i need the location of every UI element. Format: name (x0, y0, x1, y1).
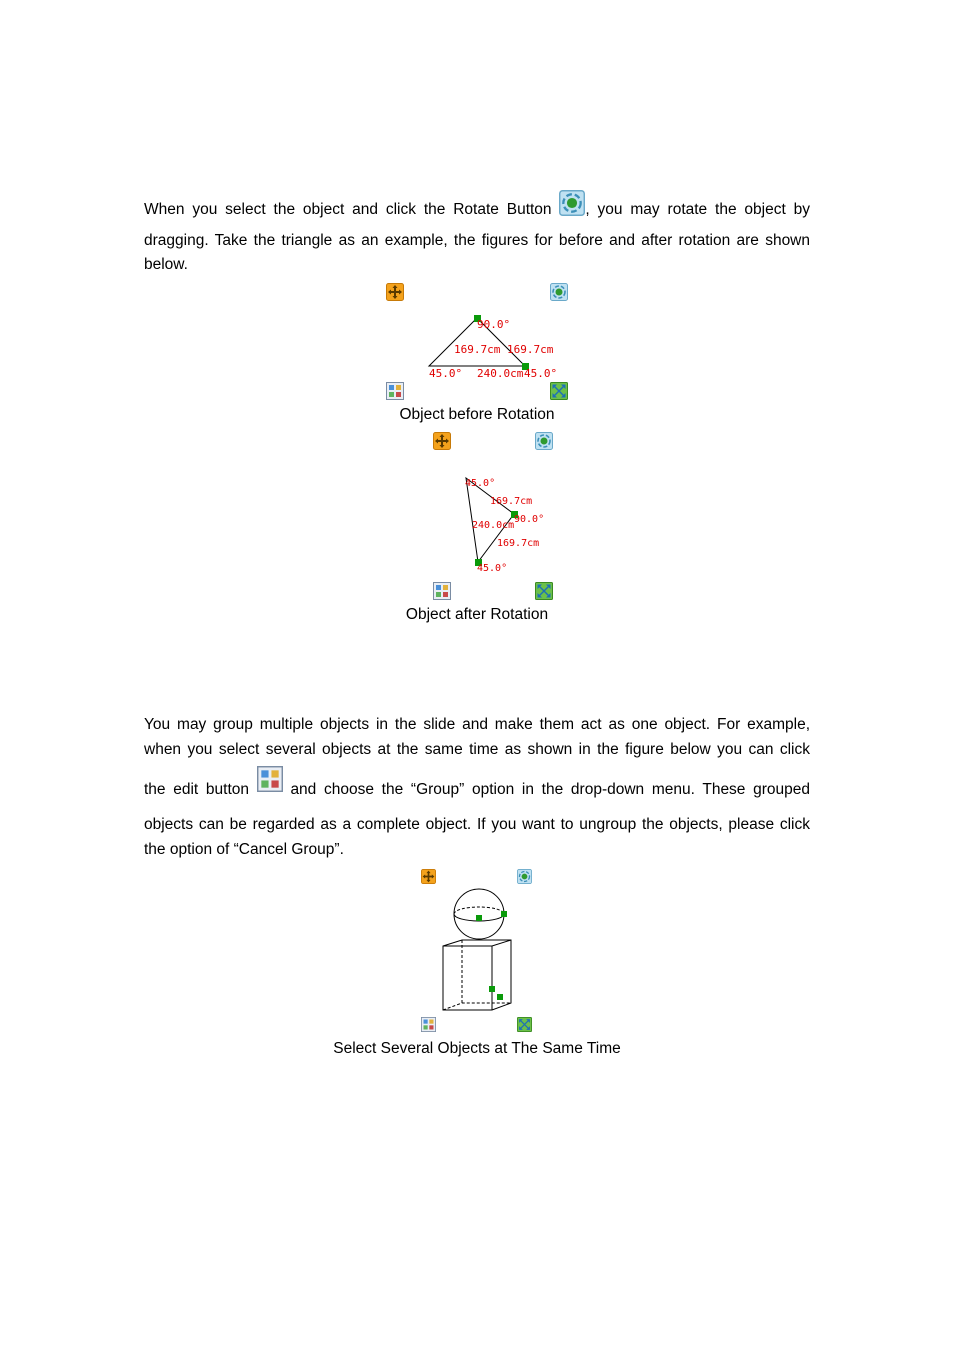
group-paragraph-line3: the edit button and choose the “Group” option in the drop-down menu. These grouped (144, 766, 810, 812)
figure-before-caption: Object before Rotation (399, 406, 555, 423)
side-label: 169.7cm (497, 538, 540, 549)
side-label: 169.7cm (454, 343, 501, 356)
angle-label: 45.0° (465, 478, 496, 489)
figure-after-caption: Object after Rotation (405, 606, 549, 623)
side-label: 169.7cm (507, 343, 554, 356)
angle-label: 90.0° (514, 514, 545, 525)
group-paragraph-line5: the option of “Cancel Group”. (144, 841, 344, 858)
rotate-paragraph-line1: When you select the object and click the Rotate Button , you may rotate the object by (144, 190, 810, 228)
side-label: 169.7cm (490, 496, 533, 507)
sphere-shape (454, 889, 507, 939)
cube-shape (443, 940, 511, 1010)
angle-label: 45.0° (477, 563, 508, 574)
rotate-paragraph-line3: below. (144, 256, 188, 273)
angle-label: 90.0° (477, 318, 511, 331)
side-label: 240.0cm (477, 367, 524, 380)
group-paragraph-line2: when you select several objects at the same time as shown in the figure below you can click (144, 741, 810, 758)
figure-group-caption: Select Several Objects at The Same Time (333, 1040, 621, 1057)
side-label: 240.0cm (472, 520, 515, 531)
rotate-paragraph-line2: dragging. Take the triangle as an example, the figures for before and after rotation are shown (144, 232, 810, 249)
group-paragraph-line1: You may group multiple objects in the slide and make them act as one object. For example, (144, 716, 810, 733)
angle-label: 45.0° (429, 367, 463, 380)
angle-label: 45.0° (524, 367, 558, 380)
group-paragraph-line4: objects can be regarded as a complete object. If you want to ungroup the objects, please click (144, 816, 810, 833)
